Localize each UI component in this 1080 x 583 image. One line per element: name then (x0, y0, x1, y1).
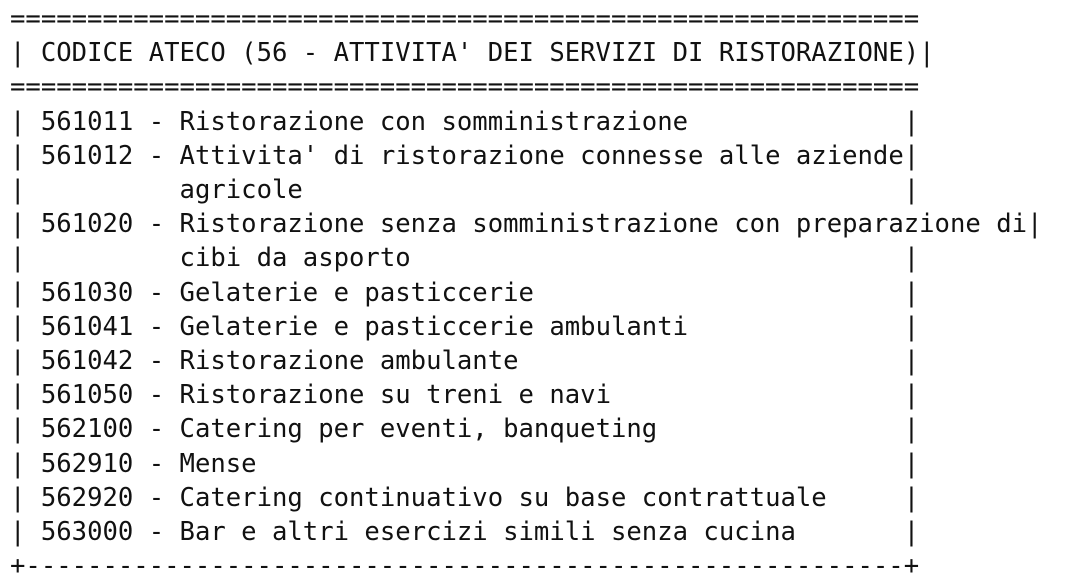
ateco-code: 561012 (40, 140, 134, 171)
table-border-left: | (10, 106, 26, 137)
table-border-right: | (903, 140, 920, 171)
ateco-description: cibi da asporto (179, 243, 411, 274)
table-border-left: | (10, 277, 26, 308)
code-separator: - (133, 277, 180, 308)
table-border-left: | (10, 243, 26, 274)
code-separator: - (133, 482, 180, 513)
table-border-left: | (10, 38, 26, 69)
table-border-right: | (903, 517, 920, 548)
table-border-right: | (1027, 209, 1043, 240)
table-border-right: | (903, 175, 920, 206)
header-border-bottom: =========================================================== (10, 72, 920, 103)
ateco-description: Attivita' di ristorazione connesse alle aziende (179, 140, 904, 171)
table-border-right: | (903, 380, 920, 411)
table-border-left: | (10, 448, 26, 479)
table-border-left: | (10, 311, 26, 342)
table-border-right: | (903, 311, 920, 342)
ateco-description: Catering per eventi, banqueting (179, 414, 658, 445)
ateco-description: Bar e altri esercizi simili senza cucina (179, 517, 796, 548)
table-border-left: | (10, 414, 26, 445)
table-border-left: | (10, 380, 26, 411)
ateco-code-table (10, 2, 1042, 583)
ateco-code: 561011 (40, 106, 134, 137)
table-border-left: | (10, 209, 26, 240)
code-separator: - (133, 209, 180, 240)
ateco-description: Ristorazione con somministrazione (179, 106, 689, 137)
ateco-description: Gelaterie e pasticcerie (179, 277, 534, 308)
code-separator: - (133, 414, 180, 445)
table-title: CODICE ATECO (56 - ATTIVITA' DEI SERVIZI DI RISTORAZIONE) (40, 38, 920, 69)
table-border-left: | (10, 140, 26, 171)
table-border-right: | (903, 106, 920, 137)
table-border-left: | (10, 482, 26, 513)
table-border-left: | (10, 346, 26, 377)
ateco-code: 561020 (40, 209, 134, 240)
table-border-right: | (903, 277, 920, 308)
ateco-description: Catering continuativo su base contrattuale (179, 482, 827, 513)
code-separator: - (133, 517, 180, 548)
code-separator: - (133, 106, 180, 137)
table-border-right: | (903, 243, 920, 274)
ateco-code: 563000 (40, 517, 134, 548)
ateco-code: 561042 (40, 346, 134, 377)
ateco-description: Ristorazione su treni e navi (179, 380, 611, 411)
code-separator: - (133, 140, 180, 171)
table-border-right: | (903, 414, 920, 445)
table-border-right: | (903, 346, 920, 377)
table-border-right: | (903, 482, 920, 513)
table-border-left: | (10, 517, 26, 548)
ateco-code: 561041 (40, 311, 134, 342)
ateco-description: Gelaterie e pasticcerie ambulanti (179, 311, 689, 342)
ateco-code: 562910 (40, 448, 134, 479)
code-separator: - (133, 380, 180, 411)
ateco-description: Ristorazione ambulante (179, 346, 519, 377)
code-separator: - (133, 311, 180, 342)
ateco-code: 562920 (40, 482, 134, 513)
ateco-code: 561030 (40, 277, 134, 308)
table-border-right: | (903, 448, 920, 479)
ateco-code: 562100 (40, 414, 134, 445)
table-border-left: | (10, 175, 26, 206)
table-border-bottom: +---------------------------------------------------------+ (10, 551, 920, 582)
ateco-description: agricole (179, 175, 303, 206)
code-separator: - (133, 448, 180, 479)
table-border-right: | (919, 38, 935, 69)
ateco-description: Ristorazione senza somministrazione con preparazione di (179, 209, 1028, 240)
ateco-description: Mense (179, 448, 257, 479)
ateco-code: 561050 (40, 380, 134, 411)
code-separator: - (133, 346, 180, 377)
header-border-top: =========================================================== (10, 4, 920, 34)
